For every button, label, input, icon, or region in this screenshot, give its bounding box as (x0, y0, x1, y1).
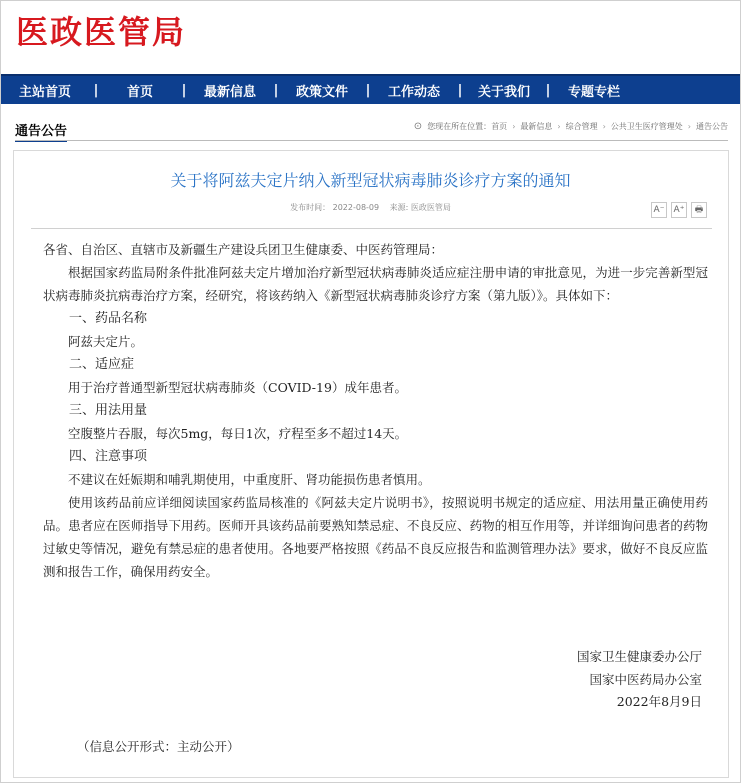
main-nav (1, 74, 740, 104)
signature-org-1: 国家卫生健康委办公厅 (576, 649, 702, 664)
section-heading: 四、注意事项 (69, 449, 148, 464)
article-body (43, 238, 708, 583)
publish-date: 发布时间： 2022-08-09 (290, 203, 380, 212)
section-heading: 三、用法用量 (69, 403, 148, 418)
section-text: 不建议在妊娠期和哺乳期使用，中重度肝、肾功能损伤患者慎用。 (68, 472, 431, 487)
article-tools (651, 202, 707, 218)
section-text: 用于治疗普通型新型冠状病毒肺炎（COVID-19）成年患者。 (68, 380, 407, 395)
section-divider (15, 140, 728, 141)
nav-item-work[interactable]: 工作动态 (387, 84, 440, 100)
nav-separator: | (93, 82, 99, 98)
section-text: 阿兹夫定片。 (68, 334, 144, 349)
nav-separator: | (181, 82, 187, 98)
font-shrink-icon[interactable]: A⁻ (651, 202, 667, 218)
breadcrumb-link[interactable]: 首页 (491, 122, 508, 131)
section-title[interactable]: 通告公告 (15, 120, 67, 142)
nav-separator: | (273, 82, 279, 98)
nav-item-about[interactable]: 关于我们 (477, 84, 530, 100)
section-heading: 一、药品名称 (69, 311, 148, 326)
signature-org-2: 国家中医药局办公室 (589, 672, 702, 687)
nav-item-home[interactable]: 首页 (126, 84, 153, 100)
disclosure-note: （信息公开形式：主动公开） (77, 739, 240, 754)
salutation: 各省、自治区、直辖市及新疆生产建设兵团卫生健康委、中医药管理局： (43, 242, 444, 257)
breadcrumb-link[interactable]: 公共卫生医疗管理处 (610, 122, 683, 131)
section-heading: 二、适应症 (69, 357, 135, 372)
nav-separator: | (457, 82, 463, 98)
breadcrumb (414, 121, 728, 132)
site-logo[interactable]: 医政医管局 (16, 13, 187, 51)
nav-separator: | (545, 82, 551, 98)
breadcrumb-arrow-icon: › (557, 122, 561, 131)
nav-separator: | (365, 82, 371, 98)
breadcrumb-arrow-icon: › (602, 122, 606, 131)
nav-item-special[interactable]: 专题专栏 (567, 84, 620, 100)
location-pin-icon: ⊙ (413, 121, 423, 132)
breadcrumb-current: 通告公告 (696, 122, 728, 131)
article-source: 来源: 医政医管局 (389, 203, 451, 212)
nav-item-latest[interactable]: 最新信息 (203, 84, 256, 100)
breadcrumb-prefix: 您现在所在位置： (427, 122, 492, 131)
breadcrumb-arrow-icon: › (687, 122, 691, 131)
intro-paragraph: 根据国家药监局附条件批准阿兹夫定片增加治疗新型冠状病毒肺炎适应症注册申请的审批意见，为进一步完善新型冠状病毒肺炎抗病毒治疗方案，经研究，将该药纳入《新型冠状病毒肺炎诊疗方案（第九版）》。具体如下： (43, 265, 708, 303)
section-text: 使用该药品前应详细阅读国家药监局核准的《阿兹夫定片说明书》，按照说明书规定的适应症、用法用量正确使用药品。患者应在医师指导下用药。医师开具该药品前要熟知禁忌症、不良反应、药物的相互作用等，并详细询问患者的药物过敏史等情况，避免有禁忌症的患者使用。各地要严格按照《药品不良反应报告和监测管理办法》要求，做好不良反应监测和报告工作，确保用药安全。 (43, 495, 708, 579)
font-enlarge-icon[interactable]: A⁺ (671, 202, 687, 218)
breadcrumb-link[interactable]: 最新信息 (520, 122, 553, 131)
print-icon[interactable]: 🖶 (691, 202, 707, 218)
article-meta (0, 202, 741, 213)
breadcrumb-link[interactable]: 综合管理 (565, 122, 598, 131)
nav-item-policy[interactable]: 政策文件 (295, 84, 348, 100)
signature-date: 2022年8月9日 (616, 694, 702, 709)
nav-item-main-home[interactable]: 主站首页 (18, 84, 71, 100)
breadcrumb-arrow-icon: › (512, 122, 516, 131)
title-divider (31, 228, 712, 229)
article-title: 关于将阿兹夫定片纳入新型冠状病毒肺炎诊疗方案的通知 (170, 171, 571, 190)
section-text: 空腹整片吞服，每次5mg，每日1次，疗程至多不超过14天。 (68, 426, 408, 441)
